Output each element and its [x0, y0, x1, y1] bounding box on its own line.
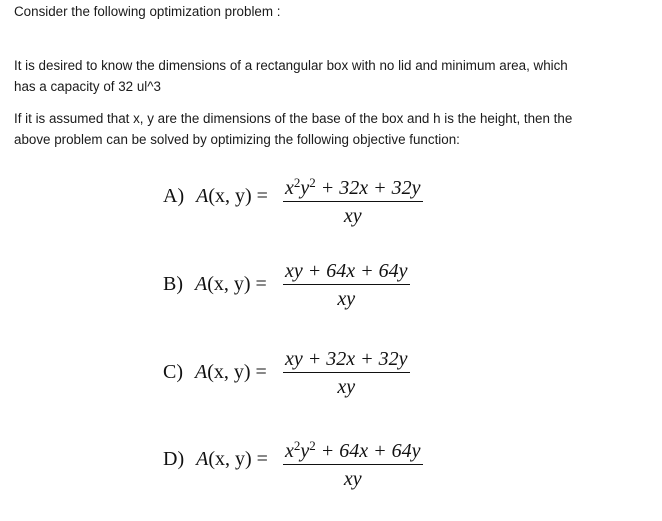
option-b-args: (x, y)	[207, 273, 251, 295]
option-b-numerator: xy + 64x + 64y	[285, 260, 408, 282]
option-c-function: A	[195, 361, 208, 383]
option-d-numerator: $x^2y^2 + 64x + 64y$	[285, 438, 421, 462]
problem-intro: Consider the following optimization problem :	[14, 4, 281, 19]
option-c-numerator: xy + 32x + 32y	[285, 348, 408, 370]
option-b-fraction	[283, 259, 410, 311]
option-d-lhs	[163, 448, 268, 471]
option-c-lhs	[163, 361, 267, 384]
option-a-equals: =	[256, 185, 268, 207]
option-c-fraction	[283, 347, 410, 399]
option-c-letter: C)	[163, 361, 183, 383]
problem-statement-line-2: has a capacity of 32 ul^3	[14, 79, 161, 94]
option-d-letter: D)	[163, 448, 185, 470]
problem-assumption-line-2: above problem can be solved by optimizing the following objective function:	[14, 132, 460, 147]
option-b-fraction-bar	[283, 284, 410, 285]
problem-assumption-line-1: If it is assumed that x, y are the dimensions of the base of the box and h is the height, then the	[14, 111, 573, 126]
option-a-fraction-bar	[283, 201, 423, 202]
option-d-fraction-bar	[283, 464, 423, 465]
option-c-denominator: xy	[337, 376, 356, 398]
option-b-letter: B)	[163, 273, 183, 295]
option-a-numerator: $x^2y^2 + 32x + 32y$	[285, 175, 421, 199]
option-a-args: (x, y)	[208, 185, 252, 207]
option-a-function: A	[196, 185, 209, 207]
option-d-args: (x, y)	[208, 448, 252, 470]
option-c-fraction-bar	[283, 372, 410, 373]
option-c-equals: =	[255, 361, 267, 383]
option-b-equals: =	[255, 273, 267, 295]
option-c-args: (x, y)	[207, 361, 251, 383]
option-a-fraction	[283, 171, 423, 228]
problem-assumption	[14, 108, 572, 150]
problem-statement-line-1: It is desired to know the dimensions of a rectangular box with no lid and minimum area, which	[14, 58, 568, 73]
option-a-denominator: xy	[343, 205, 362, 227]
option-d-function: A	[196, 448, 209, 470]
option-d-equals: =	[256, 448, 268, 470]
option-d-fraction	[283, 434, 423, 491]
option-a-letter: A)	[163, 185, 185, 207]
option-b-lhs	[163, 273, 267, 296]
option-b-function: A	[195, 273, 208, 295]
option-b-denominator: xy	[337, 288, 356, 310]
option-a-lhs	[163, 185, 268, 208]
option-d-denominator: xy	[343, 468, 362, 490]
problem-statement	[14, 55, 568, 97]
